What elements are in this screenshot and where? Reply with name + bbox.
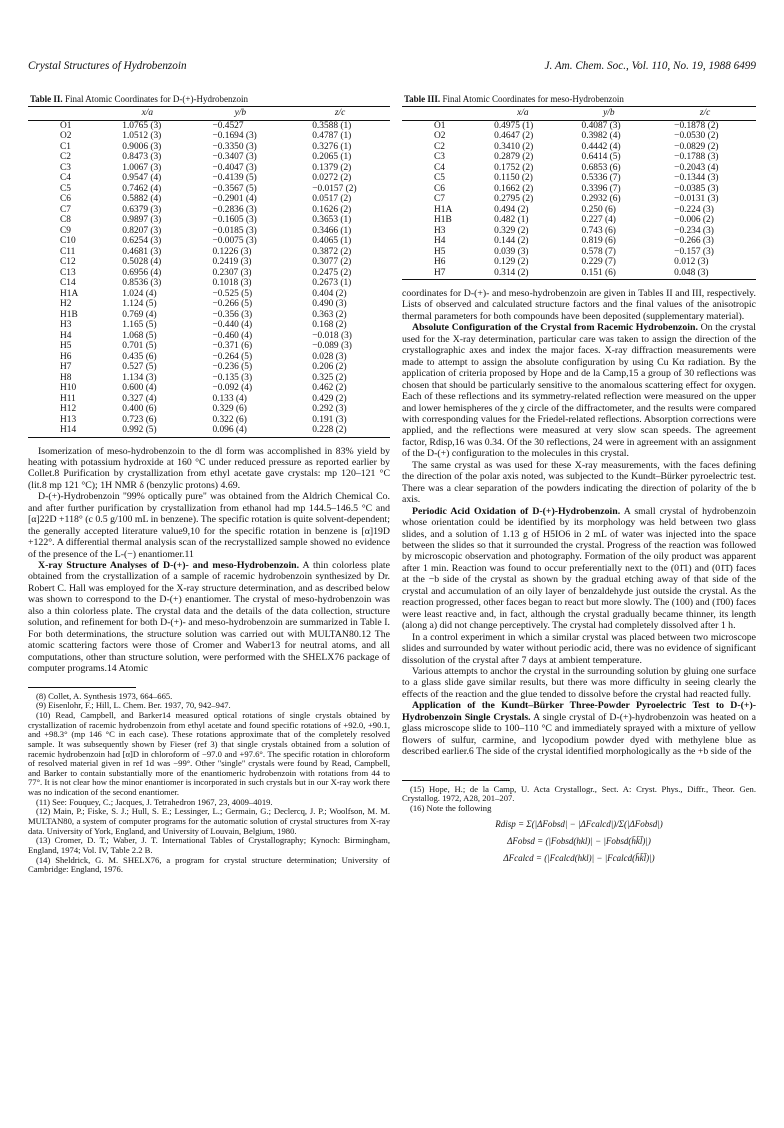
paragraph-text: coordinates for D-(+)- and meso-hydrobenzoin are given in Tables II and III, respectively. Lists of observed and calculated structure factors and the final values of the anisotropic thermal parameters for both compounds have been deposited (supplementary material).: [402, 288, 756, 322]
coordinate-value: 0.3588 (1): [312, 120, 352, 131]
column-header: z/c: [290, 107, 390, 121]
coordinate-value: 0.482 (1): [494, 215, 529, 225]
atom-label: C2: [60, 152, 71, 162]
coordinate-value: −0.0829 (2): [674, 141, 719, 152]
table-row: [28, 373, 390, 384]
coordinate-value: 0.1379 (2): [312, 162, 352, 173]
coordinate-value: −0.234 (3): [674, 225, 714, 236]
footnote: (12) Main, P.; Fiske, S. J.; Hull, S. E.; Lessinger, L.; Germain, G.; Declercq, J. P.; Woolfson, M. M. MULTAN80, a system of computer programs for the automatic solution of crystal structures from X-ray data. University of York, England, and University of Louvain, Belgium, 1980.: [28, 806, 390, 836]
table-row: [28, 173, 390, 184]
footnote-rule: [28, 687, 136, 688]
atom-label: C10: [60, 236, 76, 246]
coordinate-value: 0.7462 (4): [122, 183, 162, 194]
coordinate-value: 0.723 (6): [122, 414, 157, 425]
coordinate-value: −0.525 (5): [212, 288, 253, 299]
table-row: [402, 205, 756, 216]
coordinate-value: 0.2475 (2): [312, 267, 352, 278]
atom-label: C2: [434, 141, 445, 152]
coordinate-value: −0.3350 (3): [212, 141, 257, 152]
footnote: (9) Eisenlohr, F.; Hill, L. Chem. Ber. 1937, 70, 942–947.: [36, 700, 231, 711]
left-column: [28, 94, 390, 875]
column-header: y/b: [564, 107, 655, 121]
coordinate-value: −0.157 (3): [674, 246, 714, 257]
atom-label: C6: [60, 194, 71, 204]
atom-label: H7: [60, 362, 72, 372]
coordinate-value: 0.3653 (1): [312, 215, 352, 225]
coordinate-value: 1.068 (5): [122, 330, 157, 341]
table-row: [402, 226, 756, 237]
coordinate-value: 0.133 (4): [212, 393, 247, 404]
table-row: [28, 215, 390, 226]
coordinate-value: 0.3276 (1): [312, 141, 352, 152]
coordinate-value: 0.329 (6): [212, 404, 247, 414]
table-row: [402, 184, 756, 195]
atom-label: H4: [434, 236, 446, 246]
coordinate-value: −0.2043 (4): [674, 162, 719, 173]
atom-label: H1B: [60, 309, 78, 320]
atom-label: H3: [434, 225, 446, 236]
coordinate-value: 1.0067 (3): [122, 162, 162, 173]
column-header: [402, 107, 482, 121]
coordinate-value: −0.1694 (3): [212, 131, 257, 141]
coordinate-value: −0.1344 (3): [674, 173, 719, 183]
atom-label: C1: [60, 141, 71, 152]
paragraph-text: A single crystal of D-(+)-hydrobenzoin was heated on a glass microscope slide to 100–110 °C and immediately sprayed with a mixture of yellow flowers of sulfur, carmine, and lycopodium powder dyed with methylene blue as described earlier.6 The side of the crystal identified morphologically as the +b side of the: [402, 711, 756, 758]
coordinate-value: 0.3982 (4): [581, 131, 621, 141]
table-row: [28, 205, 390, 216]
atom-label: C5: [60, 183, 71, 194]
left-body-text: [28, 446, 390, 675]
coordinate-value: 1.134 (3): [122, 372, 157, 383]
table-row: [402, 142, 756, 153]
coordinate-value: −0.371 (6): [212, 341, 253, 351]
section-heading: Absolute Configuration of the Crystal from Racemic Hydrobenzoin.: [412, 322, 698, 334]
coordinate-value: 1.0765 (3): [122, 120, 162, 131]
atom-label: C6: [434, 183, 445, 194]
table-ii-title: Final Atomic Coordinates for D-(+)-Hydrobenzoin: [64, 94, 248, 104]
footnote: (16) Note the following: [410, 802, 492, 813]
coordinate-value: 0.028 (3): [312, 351, 347, 362]
section-heading: Application of the Kundt–Bürker Three-Powder Pyroelectric Test to D-(+)-Hydrobenzoin Single Crystals.: [402, 700, 756, 723]
table-row: [28, 362, 390, 373]
table-row: [28, 152, 390, 163]
coordinate-value: −0.1605 (3): [212, 215, 257, 225]
coordinate-value: −0.089 (3): [312, 341, 352, 351]
coordinate-value: 0.6414 (5): [581, 152, 621, 162]
running-header: [28, 60, 756, 76]
coordinate-value: 0.2932 (6): [581, 194, 621, 204]
table-row: [402, 268, 756, 280]
coordinate-value: 0.2795 (2): [494, 194, 534, 204]
paragraph-text: Various attempts to anchor the crystal in the surrounding solution by gluing one surface to a glass slide gave similar results, but there was more difficulty in seeing clearly the effects of the reaction and the glue tended to dissolve before the crystal had reacted fully.: [402, 665, 756, 700]
table-row: [402, 131, 756, 142]
coordinate-value: 0.1752 (2): [494, 162, 534, 173]
coordinate-value: 0.048 (3): [654, 268, 756, 280]
footnote-formulas: [402, 816, 756, 867]
table-row: [28, 289, 390, 300]
paragraph-text: On the crystal used for the X-ray determination, particular care was taken to assign the direction of the crystallographic axes and index the major faces. X-ray diffraction measurements were made to attempt to assign the absolute configuration by using Cu Kα radiation. By the application of criteria proposed by Hope and de la Camp,15 a group of 30 reflections was chosen that should be particularly sensitive to the anomalous scattering effect for oxygen. Each of these reflections and its symmetry-related reflection were measured on the upper and lower hemispheres of the χ circle of the diffractometer, and the results were compared with corresponding values for the Friedel-related reflections. Absorption corrections were applied, and the reflections were measured at very slow scan speeds. The agreement factor, Rdisp,16 was 0.34. Of the 30 reflections, 24 were in agreement with an assignment of the D-(+) configuration to the molecules in this crystal.: [402, 322, 757, 460]
paragraph: [28, 560, 390, 675]
coordinate-value: 0.4065 (1): [312, 236, 352, 246]
table-row: [28, 331, 390, 342]
atom-label: O1: [434, 120, 446, 131]
table-row: [402, 152, 756, 163]
running-title: Crystal Structures of Hydrobenzoin: [28, 60, 187, 72]
coordinate-value: 0.8536 (3): [122, 278, 162, 288]
coordinate-value: −0.356 (3): [212, 309, 253, 320]
paragraph: [28, 446, 390, 492]
coordinate-value: −0.0131 (3): [674, 194, 719, 204]
paragraph: [402, 288, 756, 322]
coordinate-value: −0.0157 (2): [312, 183, 357, 194]
coordinate-value: 0.1626 (2): [312, 204, 352, 215]
table-row: [28, 404, 390, 415]
atom-label: H4: [60, 330, 72, 341]
coordinate-value: 0.5336 (7): [581, 173, 621, 183]
column-header: x/a: [104, 107, 190, 121]
atom-label: O2: [434, 131, 446, 141]
footnote: (15) Hope, H.; de la Camp, U. Acta Crystallogr., Sect. A: Cryst. Phys., Diffr., Theor. Gen. Crystallog. 1972, A28, 201–207.: [402, 783, 756, 804]
coordinate-value: −0.0075 (3): [212, 236, 257, 246]
coordinate-value: 1.165 (5): [122, 320, 157, 330]
left-footnotes: [28, 692, 390, 875]
table-row: [28, 310, 390, 321]
coordinate-value: 0.168 (2): [312, 320, 347, 330]
coordinate-value: −0.266 (5): [212, 299, 253, 309]
coordinate-value: 0.6254 (3): [122, 236, 162, 246]
right-column: [402, 94, 756, 867]
table-iii: [402, 106, 756, 280]
coordinate-value: 0.363 (2): [312, 309, 347, 320]
coordinate-value: 0.404 (2): [312, 288, 347, 299]
paragraph: [402, 506, 756, 632]
coordinate-value: 0.4975 (1): [494, 120, 534, 131]
coordinate-value: −0.264 (5): [212, 351, 253, 362]
paragraph-text: A thin colorless plate obtained from the crystallization of a sample of racemic hydrobenzoin synthesized by Dr. Robert C. Hall was employed for the X-ray structure determination, and as described below was shown to correspond to the D-(+) enantiomer. The crystal of meso-hydrobenzoin was also a thin colorless plate. The crystal data and the details of the data collection, structure solution, and refinement for both D-(+)- and meso-hydrobenzoin are summarized in Table I. For both determinations, the structure solution was carried out with MULTAN80.12 The atomic scattering factors were those of Cromer and Waber13 for neutral atoms, and all computations, other than structure solution, were performed with the SHELX76 package of computer programs.14 Atomic: [28, 560, 390, 675]
coordinate-value: 0.769 (4): [122, 309, 157, 320]
table-row: [28, 352, 390, 363]
coordinate-value: 0.129 (2): [494, 257, 529, 267]
coordinate-value: 0.2879 (2): [494, 152, 534, 162]
paragraph-text: D-(+)-Hydrobenzoin "99% optically pure" was obtained from the Aldrich Chemical Co. and after further purification by crystallization from ethanol had mp 144.5–146.5 °C and [α]22D +118° (c 0.5 g/100 mL in benzene). The specific rotation is quite solvent-dependent; the generally accepted literature value9,10 for the specific rotation in benzene is [α]19D +122°. A differential thermal analysis scan of the recrystallized sample showed no evidence of the presence of the L-(−) enantiomer.11: [28, 491, 390, 560]
table-ii: [28, 106, 390, 438]
coordinate-value: 0.527 (5): [122, 362, 157, 372]
atom-label: H1A: [60, 288, 79, 299]
atom-label: H13: [60, 414, 77, 425]
coordinate-value: −0.440 (4): [212, 320, 253, 330]
footnote: (13) Cromer, D. T.; Waber, J. T. International Tables of Crystallography; Kynoch: Birmingham, England, 1974; Vol. IV, Table 2.2 B.: [28, 835, 390, 856]
coordinate-value: 0.435 (6): [122, 351, 157, 362]
atom-label: H11: [60, 393, 76, 404]
coordinate-value: 0.4681 (3): [122, 246, 162, 257]
table-row: [28, 268, 390, 279]
coordinate-value: 0.4647 (2): [494, 131, 534, 141]
column-header: x/a: [482, 107, 563, 121]
coordinate-value: 0.4787 (1): [312, 131, 352, 141]
atom-label: C4: [434, 162, 445, 173]
coordinate-value: 0.1018 (3): [212, 278, 252, 288]
atom-label: C9: [60, 225, 71, 236]
coordinate-value: 0.151 (6): [564, 268, 655, 280]
coordinate-value: 0.5028 (4): [122, 257, 162, 267]
atom-label: H14: [28, 425, 104, 437]
coordinate-value: 0.227 (4): [581, 215, 616, 225]
coordinate-value: 0.1662 (2): [494, 183, 534, 194]
coordinate-value: 0.292 (3): [312, 404, 347, 414]
footnote: (10) Read, Campbell, and Barker14 measured optical rotations of single crystals obtained by crystallization of racemic hydrobenzoin from ethyl acetate and found specific rotations of +92.0, +90.1, and +98.3° (mp 146 °C in each case). These rotations approximate that of the completely resolved sample. It was subsequently shown by Fieser (ref 3) that single crystals obtained from a solution of racemic hydrobenzoin had [α]D in chloroform of −97.0 and +97.6°. The specific rotation in chloroform of resolved material given in ref 1d was −99°. Other "single" crystals were found by Read, Campbell, and Barker to contain substantially more of the enantiomeric hydrobenzoin with rotations from 44 to 77°. It is not clear how the minor enantiomer is incorporated in such crystals but in our X-ray work there was no indication of the second enantiomer.: [28, 709, 390, 798]
table-row: [28, 120, 390, 131]
atom-label: C11: [60, 246, 76, 257]
atom-label: H1B: [434, 215, 452, 225]
coordinate-value: 0.322 (6): [212, 414, 247, 425]
coordinate-value: −0.0530 (2): [674, 131, 719, 141]
coordinate-value: 0.206 (2): [312, 362, 347, 372]
coordinate-value: 0.0272 (2): [312, 173, 352, 183]
coordinate-value: 0.494 (2): [494, 204, 529, 215]
coordinate-value: −0.018 (3): [312, 330, 352, 341]
table-row: [28, 320, 390, 331]
coordinate-value: −0.0185 (3): [212, 225, 257, 236]
coordinate-value: 0.9547 (4): [122, 173, 162, 183]
atom-label: C12: [60, 257, 76, 267]
coordinate-value: 0.6956 (4): [122, 267, 162, 278]
coordinate-value: −0.4139 (5): [212, 173, 257, 183]
coordinate-value: 1.0512 (3): [122, 131, 162, 141]
atom-label: C5: [434, 173, 445, 183]
table-ii-caption: [30, 94, 390, 104]
coordinate-value: −0.135 (3): [212, 372, 253, 383]
coordinate-value: −0.3407 (3): [212, 152, 257, 162]
atom-label: C8: [60, 215, 71, 225]
table-row: [402, 247, 756, 258]
coordinate-value: 0.992 (5): [104, 425, 190, 437]
table-row: [402, 236, 756, 247]
atom-label: H6: [434, 257, 446, 267]
coordinate-value: 0.3396 (7): [581, 183, 621, 194]
coordinate-value: −0.236 (5): [212, 362, 253, 372]
coordinate-value: 0.400 (6): [122, 404, 157, 414]
table-row: [402, 173, 756, 184]
atom-label: C4: [60, 173, 71, 183]
table-row: [28, 425, 390, 437]
coordinate-value: 0.0517 (2): [312, 194, 352, 204]
atom-label: H1A: [434, 204, 453, 215]
atom-label: C7: [434, 194, 445, 204]
column-header: [28, 107, 104, 121]
coordinate-value: −0.266 (3): [674, 236, 714, 246]
table-iii-title: Final Atomic Coordinates for meso-Hydrobenzoin: [442, 94, 624, 104]
table-row: [402, 257, 756, 268]
table-row: [28, 278, 390, 289]
coordinate-value: 0.3872 (2): [312, 246, 352, 257]
table-row: [28, 247, 390, 258]
table-ii-label: Table II.: [30, 94, 63, 104]
atom-label: H8: [60, 372, 72, 383]
table-row: [28, 383, 390, 394]
paragraph: [402, 666, 756, 700]
coordinate-value: 0.6853 (6): [581, 162, 621, 173]
atom-label: H5: [60, 341, 72, 351]
coordinate-value: 0.229 (7): [581, 257, 616, 267]
atom-label: H10: [60, 383, 77, 393]
coordinate-value: −0.092 (4): [212, 383, 253, 393]
coordinate-value: 0.228 (2): [290, 425, 390, 437]
table-row: [28, 341, 390, 352]
paragraph-text: A small crystal of hydrobenzoin whose orientation could be identified by its morphology was held between two glass slides, and a solution of 1.13 g of H5IO6 in 2 mL of water was injected into the space between the slides so that it surrounded the crystal. Progress of the reaction was followed by microscopic observation and photography. Formation of the oily product was apparent after 1 min. Reaction was found to occur preferentially next to the (01̄1) and (01̄1̄) faces at the −b side of the crystal as shown by the gradual etching away of that side of the crystal and accumulation of an oily layer of benzaldehyde just outside the crystal. As the reaction progressed, other faces began to react but more slowly. The (100) and (1̄00) faces were least reactive and, in fact, although the crystal gradually became thinner, its length (along a) did not change perceptively. The crystal had completely dissolved after 1 h.: [402, 505, 757, 632]
formula-line: Rdisp = Σ(|ΔFobsd| − |ΔFcalcd|)/Σ(|ΔFobsd|): [495, 818, 663, 829]
paragraph: [402, 322, 756, 459]
table-row: [28, 131, 390, 142]
coordinate-value: 0.9006 (3): [122, 141, 162, 152]
column-header: z/c: [654, 107, 756, 121]
atom-label: O1: [60, 120, 72, 131]
right-body-text: [402, 288, 756, 758]
coordinate-value: 0.2065 (1): [312, 152, 352, 162]
coordinate-value: −0.2836 (3): [212, 204, 257, 215]
table-iii-label: Table III.: [404, 94, 441, 104]
atom-label: C3: [434, 152, 445, 162]
atom-label: O2: [60, 131, 72, 141]
coordinate-value: −0.460 (4): [212, 330, 253, 341]
coordinate-value: −0.224 (3): [674, 204, 714, 215]
coordinate-value: −0.1878 (2): [674, 120, 719, 131]
atom-label: C13: [60, 267, 76, 278]
coordinate-value: 0.3410 (2): [494, 141, 534, 152]
atom-label: C7: [60, 204, 71, 215]
coordinate-value: 1.124 (5): [122, 299, 157, 309]
paragraph: [402, 632, 756, 666]
coordinate-value: 0.701 (5): [122, 341, 157, 351]
table-row: [28, 142, 390, 153]
coordinate-value: 0.600 (4): [122, 383, 157, 393]
atom-label: H3: [60, 320, 72, 330]
atom-label: H12: [60, 404, 77, 414]
atom-label: H5: [434, 246, 446, 257]
atom-label: C3: [60, 162, 71, 173]
coordinate-value: 0.462 (2): [312, 383, 347, 393]
coordinate-value: −0.006 (2): [674, 215, 714, 225]
table-row: [402, 120, 756, 131]
coordinate-value: 0.012 (3): [674, 257, 709, 267]
table-row: [402, 215, 756, 226]
paragraph: [402, 460, 756, 506]
coordinate-value: 0.8207 (3): [122, 225, 162, 236]
coordinate-value: 0.250 (6): [581, 204, 616, 215]
coordinate-value: 0.5882 (4): [122, 194, 162, 204]
table-row: [28, 226, 390, 237]
coordinate-value: 0.6379 (3): [122, 204, 162, 215]
coordinate-value: 0.4087 (3): [581, 120, 621, 131]
atom-label: H2: [60, 299, 72, 309]
table-row: [28, 299, 390, 310]
table-row: [28, 257, 390, 268]
table-row: [28, 184, 390, 195]
coordinate-value: 0.314 (2): [482, 268, 563, 280]
coordinate-value: 0.429 (2): [312, 393, 347, 404]
formula-line: ΔFcalcd = (|Fcalcd(hkl)| − |Fcalcd(h̄k̄l̄)|): [503, 852, 655, 863]
journal-citation: J. Am. Chem. Soc., Vol. 110, No. 19, 1988 6499: [544, 60, 756, 72]
coordinate-value: 0.144 (2): [494, 236, 529, 246]
coordinate-value: 0.8473 (3): [122, 152, 162, 162]
coordinate-value: 0.743 (6): [581, 225, 616, 236]
footnote: (8) Collet, A. Synthesis 1973, 664–665.: [36, 690, 173, 701]
footnote-rule: [402, 780, 510, 781]
atom-label: H7: [402, 268, 482, 280]
coordinate-value: 0.2307 (3): [212, 267, 252, 278]
coordinate-value: 0.191 (3): [312, 414, 347, 425]
coordinate-value: −0.4527: [212, 120, 244, 131]
coordinate-value: 0.039 (3): [494, 246, 529, 257]
coordinate-value: 0.329 (2): [494, 225, 529, 236]
section-heading: X-ray Structure Analyses of D-(+)- and meso-Hydrobenzoin.: [38, 560, 300, 572]
coordinate-value: −0.1788 (3): [674, 152, 719, 162]
paragraph: [28, 491, 390, 560]
footnote: (14) Sheldrick, G. M. SHELX76, a program for crystal structure determination; University of Cambridge: England, 1976.: [28, 854, 390, 875]
coordinate-value: −0.0385 (3): [674, 183, 719, 194]
paragraph-text: Isomerization of meso-hydrobenzoin to the dl form was accomplished in 83% yield by heating with potassium hydroxide at 160 °C under reduced pressure as reported earlier by Collet.8 Purification by crystallization from ethyl acetate gave crystals: mp 120–121 °C (lit.8 mp 121 °C); 1H NMR δ (benzylic protons) 4.69.: [28, 445, 390, 491]
table-row: [28, 236, 390, 247]
coordinate-value: 0.9897 (3): [122, 215, 162, 225]
table-row: [28, 194, 390, 205]
table-row: [28, 163, 390, 174]
coordinate-value: 0.578 (7): [581, 246, 616, 257]
atom-label: H6: [60, 351, 72, 362]
table-row: [28, 394, 390, 405]
column-header: y/b: [190, 107, 290, 121]
coordinate-value: 0.3077 (2): [312, 257, 352, 267]
coordinate-value: 0.1226 (3): [212, 246, 252, 257]
coordinate-value: 0.3466 (1): [312, 225, 352, 236]
paragraph-text: The same crystal as was used for these X-ray measurements, with the faces defining the direction of the polar axis noted, was subjected to the Kundt–Bürker pyroelectric test. There was a clear separation of the powders indicating the direction of polarity of the b axis.: [402, 459, 756, 506]
atom-label: C14: [60, 278, 76, 288]
coordinate-value: 0.325 (2): [312, 372, 347, 383]
right-footnotes: [402, 785, 756, 814]
coordinate-value: 0.490 (3): [312, 299, 347, 309]
coordinate-value: −0.4047 (3): [212, 162, 257, 173]
table-row: [28, 415, 390, 426]
formula-line: ΔFobsd = (|Fobsd(hkl)| − |Fobsd(h̄k̄l̄)|): [507, 835, 651, 846]
coordinate-value: 0.819 (6): [581, 236, 616, 246]
paragraph-text: In a control experiment in which a similar crystal was placed between two microscope slides and surrounded by water without periodic acid, there was no evidence of significant dissolution of the crystal after 7 days at ambient temperature.: [402, 631, 756, 666]
coordinate-value: 0.096 (4): [190, 425, 290, 437]
coordinate-value: 0.1150 (2): [494, 173, 533, 183]
coordinate-value: 0.2419 (3): [212, 257, 252, 267]
table-iii-caption: [404, 94, 756, 104]
coordinate-value: 0.4442 (4): [581, 141, 621, 152]
table-row: [402, 194, 756, 205]
coordinate-value: −0.3567 (5): [212, 183, 257, 194]
coordinate-value: 0.2673 (1): [312, 278, 352, 288]
table-row: [402, 163, 756, 174]
section-heading: Periodic Acid Oxidation of D-(+)-Hydrobenzoin.: [412, 505, 621, 517]
coordinate-value: −0.2901 (4): [212, 194, 257, 204]
footnote: (11) See: Fouquey, C.; Jacques, J. Tetrahedron 1967, 23, 4009–4019.: [36, 796, 273, 807]
coordinate-value: 1.024 (4): [122, 288, 157, 299]
paragraph: [402, 700, 756, 757]
coordinate-value: 0.327 (4): [122, 393, 157, 404]
